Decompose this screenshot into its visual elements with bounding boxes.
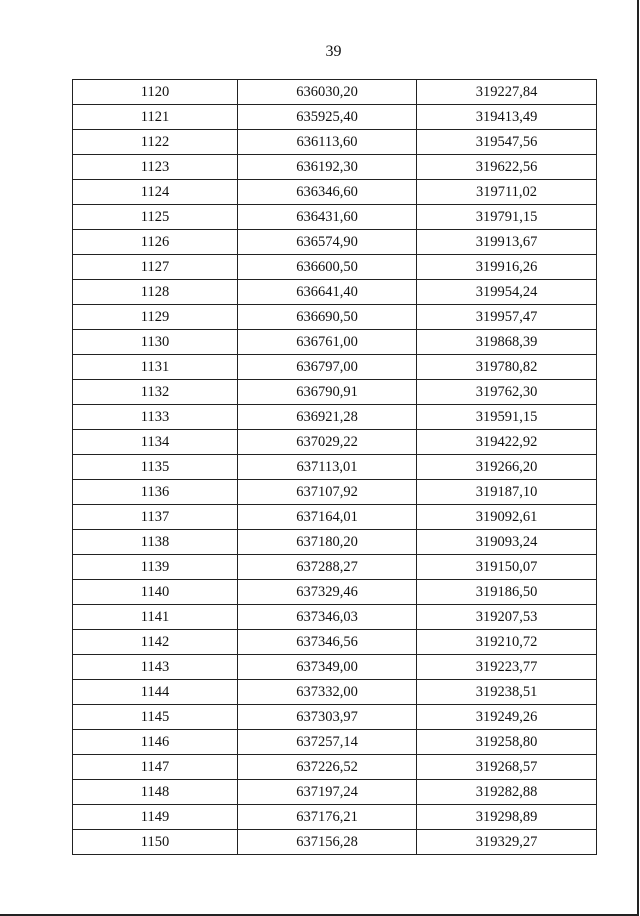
x-coordinate-cell: 637332,00: [238, 680, 417, 705]
x-coordinate-cell: 637197,24: [238, 780, 417, 805]
x-coordinate-cell: 637156,28: [238, 830, 417, 855]
point-number-cell: 1137: [73, 505, 238, 530]
y-coordinate-cell: 319298,89: [417, 805, 597, 830]
table-row: [73, 780, 597, 805]
table-row: [73, 355, 597, 380]
y-coordinate-cell: 319223,77: [417, 655, 597, 680]
point-number-cell: 1138: [73, 530, 238, 555]
table-row: [73, 730, 597, 755]
x-coordinate-cell: 637113,01: [238, 455, 417, 480]
y-coordinate-cell: 319913,67: [417, 230, 597, 255]
point-number-cell: 1135: [73, 455, 238, 480]
table-row: [73, 405, 597, 430]
point-number-cell: 1131: [73, 355, 238, 380]
table-row: [73, 705, 597, 730]
y-coordinate-cell: 319227,84: [417, 80, 597, 105]
point-number-cell: 1128: [73, 280, 238, 305]
point-number-cell: 1129: [73, 305, 238, 330]
table-row: [73, 130, 597, 155]
x-coordinate-cell: 635925,40: [238, 105, 417, 130]
x-coordinate-cell: 636600,50: [238, 255, 417, 280]
table-row: [73, 830, 597, 855]
x-coordinate-cell: 637346,03: [238, 605, 417, 630]
table-row: [73, 430, 597, 455]
x-coordinate-cell: 636346,60: [238, 180, 417, 205]
table-row: [73, 105, 597, 130]
point-number-cell: 1139: [73, 555, 238, 580]
y-coordinate-cell: 319266,20: [417, 455, 597, 480]
point-number-cell: 1127: [73, 255, 238, 280]
table-row: [73, 680, 597, 705]
table-row: [73, 380, 597, 405]
x-coordinate-cell: 636797,00: [238, 355, 417, 380]
table-row: [73, 305, 597, 330]
y-coordinate-cell: 319249,26: [417, 705, 597, 730]
point-number-cell: 1142: [73, 630, 238, 655]
coordinates-table: [72, 79, 597, 855]
y-coordinate-cell: 319150,07: [417, 555, 597, 580]
table-row: [73, 80, 597, 105]
table-row: [73, 580, 597, 605]
point-number-cell: 1130: [73, 330, 238, 355]
point-number-cell: 1122: [73, 130, 238, 155]
table-row: [73, 505, 597, 530]
y-coordinate-cell: 319238,51: [417, 680, 597, 705]
point-number-cell: 1123: [73, 155, 238, 180]
x-coordinate-cell: 637329,46: [238, 580, 417, 605]
point-number-cell: 1146: [73, 730, 238, 755]
x-coordinate-cell: 637176,21: [238, 805, 417, 830]
x-coordinate-cell: 637107,92: [238, 480, 417, 505]
x-coordinate-cell: 637257,14: [238, 730, 417, 755]
y-coordinate-cell: 319187,10: [417, 480, 597, 505]
x-coordinate-cell: 636113,60: [238, 130, 417, 155]
point-number-cell: 1149: [73, 805, 238, 830]
x-coordinate-cell: 636641,40: [238, 280, 417, 305]
point-number-cell: 1140: [73, 580, 238, 605]
table-row: [73, 205, 597, 230]
y-coordinate-cell: 319258,80: [417, 730, 597, 755]
point-number-cell: 1133: [73, 405, 238, 430]
table-row: [73, 180, 597, 205]
table-row: [73, 280, 597, 305]
x-coordinate-cell: 637303,97: [238, 705, 417, 730]
x-coordinate-cell: 637346,56: [238, 630, 417, 655]
point-number-cell: 1134: [73, 430, 238, 455]
y-coordinate-cell: 319093,24: [417, 530, 597, 555]
table-row: [73, 480, 597, 505]
table-row: [73, 755, 597, 780]
y-coordinate-cell: 319868,39: [417, 330, 597, 355]
y-coordinate-cell: 319282,88: [417, 780, 597, 805]
x-coordinate-cell: 637288,27: [238, 555, 417, 580]
x-coordinate-cell: 636690,50: [238, 305, 417, 330]
y-coordinate-cell: 319591,15: [417, 405, 597, 430]
table-row: [73, 255, 597, 280]
x-coordinate-cell: 637226,52: [238, 755, 417, 780]
y-coordinate-cell: 319954,24: [417, 280, 597, 305]
y-coordinate-cell: 319916,26: [417, 255, 597, 280]
y-coordinate-cell: 319329,27: [417, 830, 597, 855]
y-coordinate-cell: 319207,53: [417, 605, 597, 630]
y-coordinate-cell: 319957,47: [417, 305, 597, 330]
y-coordinate-cell: 319092,61: [417, 505, 597, 530]
table-row: [73, 530, 597, 555]
y-coordinate-cell: 319422,92: [417, 430, 597, 455]
x-coordinate-cell: 636761,00: [238, 330, 417, 355]
point-number-cell: 1141: [73, 605, 238, 630]
table-row: [73, 455, 597, 480]
x-coordinate-cell: 637164,01: [238, 505, 417, 530]
y-coordinate-cell: 319268,57: [417, 755, 597, 780]
table-row: [73, 155, 597, 180]
point-number-cell: 1126: [73, 230, 238, 255]
x-coordinate-cell: 636431,60: [238, 205, 417, 230]
coordinates-table-body: [73, 80, 597, 855]
x-coordinate-cell: 636030,20: [238, 80, 417, 105]
y-coordinate-cell: 319622,56: [417, 155, 597, 180]
x-coordinate-cell: 637029,22: [238, 430, 417, 455]
point-number-cell: 1124: [73, 180, 238, 205]
table-row: [73, 605, 597, 630]
point-number-cell: 1125: [73, 205, 238, 230]
x-coordinate-cell: 636192,30: [238, 155, 417, 180]
x-coordinate-cell: 636790,91: [238, 380, 417, 405]
x-coordinate-cell: 637180,20: [238, 530, 417, 555]
point-number-cell: 1144: [73, 680, 238, 705]
y-coordinate-cell: 319186,50: [417, 580, 597, 605]
point-number-cell: 1148: [73, 780, 238, 805]
page-number: 39: [325, 43, 342, 60]
x-coordinate-cell: 636574,90: [238, 230, 417, 255]
x-coordinate-cell: 637349,00: [238, 655, 417, 680]
y-coordinate-cell: 319791,15: [417, 205, 597, 230]
y-coordinate-cell: 319780,82: [417, 355, 597, 380]
table-row: [73, 555, 597, 580]
y-coordinate-cell: 319762,30: [417, 380, 597, 405]
point-number-cell: 1150: [73, 830, 238, 855]
point-number-cell: 1145: [73, 705, 238, 730]
table-row: [73, 655, 597, 680]
table-row: [73, 805, 597, 830]
point-number-cell: 1120: [73, 80, 238, 105]
point-number-cell: 1136: [73, 480, 238, 505]
table-row: [73, 330, 597, 355]
x-coordinate-cell: 636921,28: [238, 405, 417, 430]
point-number-cell: 1132: [73, 380, 238, 405]
point-number-cell: 1147: [73, 755, 238, 780]
y-coordinate-cell: 319210,72: [417, 630, 597, 655]
table-row: [73, 230, 597, 255]
point-number-cell: 1143: [73, 655, 238, 680]
y-coordinate-cell: 319547,56: [417, 130, 597, 155]
y-coordinate-cell: 319711,02: [417, 180, 597, 205]
point-number-cell: 1121: [73, 105, 238, 130]
y-coordinate-cell: 319413,49: [417, 105, 597, 130]
table-row: [73, 630, 597, 655]
